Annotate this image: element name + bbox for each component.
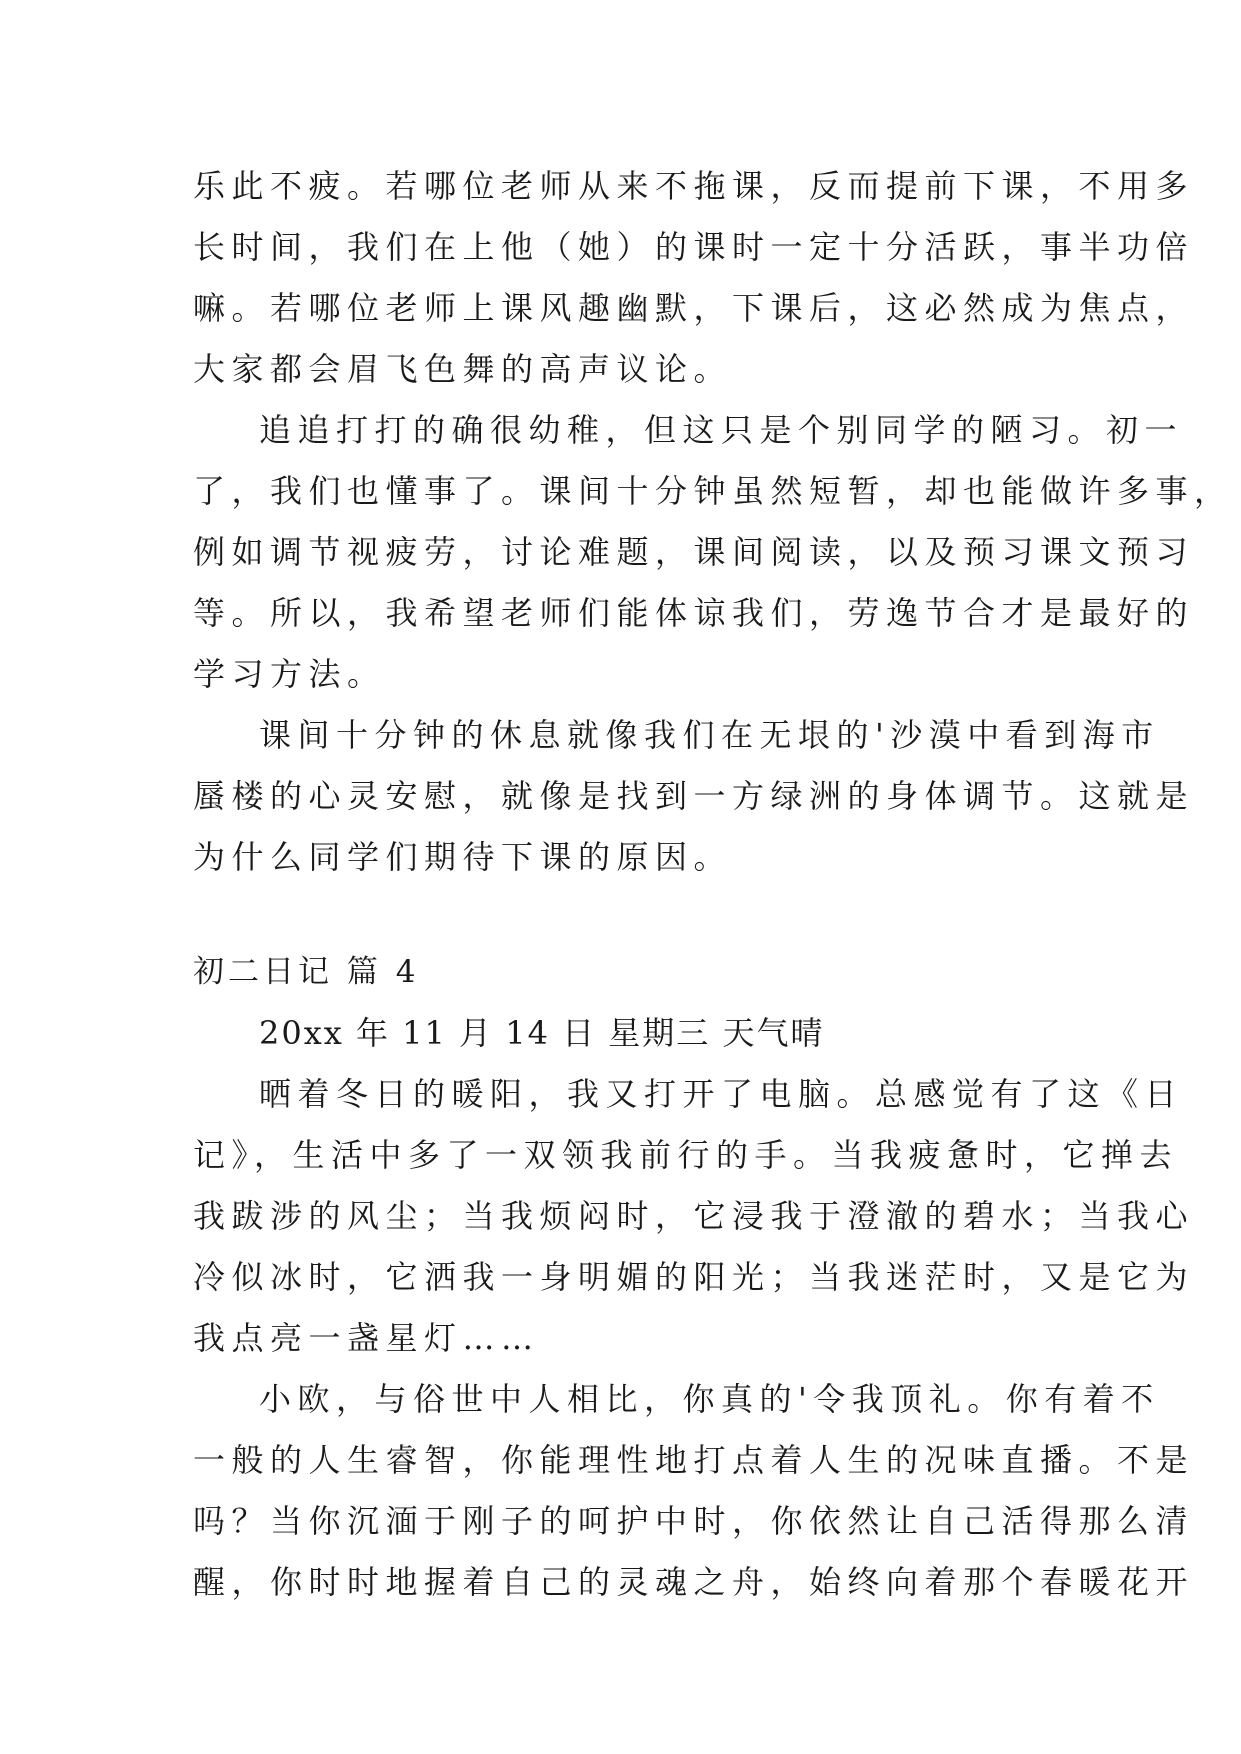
paragraph [193, 705, 1195, 888]
paragraph [193, 1369, 1195, 1613]
text-line: 了，我们也懂事了。课间十分钟虽然短暂，却也能做许多事， [193, 472, 1233, 510]
paragraph [193, 156, 1195, 400]
section-spacer [193, 888, 1061, 942]
text-line: 我跋涉的风尘；当我烦闷时，它浸我于澄澈的碧水；当我心 [193, 1197, 1195, 1235]
text-line: 冷似冰时，它洒我一身明媚的阳光；当我迷茫时，又是它为 [193, 1258, 1195, 1296]
text-line: 大家都会眉飞色舞的高声议论。 [193, 350, 733, 388]
text-line: 记》，生活中多了一双领我前行的手。当我疲惫时，它掸去 [193, 1136, 1179, 1174]
text-line: 小欧，与俗世中人相比，你真的'令我顶礼。你有着不 [259, 1380, 1160, 1418]
date-line: 20xx 年 11 月 14 日 星期三 天气晴 [259, 1014, 825, 1052]
text-line: 等。所以，我希望老师们能体谅我们，劳逸节合才是最好的 [193, 594, 1195, 632]
text-line: 例如调节视疲劳，讨论难题，课间阅读，以及预习课文预习 [193, 533, 1195, 571]
text-line: 吗？当你沉湎于刚子的呵护中时，你依然让自己活得那么清 [193, 1502, 1195, 1540]
text-line: 我点亮一盏星灯…… [193, 1319, 540, 1357]
text-line: 晒着冬日的暖阳，我又打开了电脑。总感觉有了这《日 [259, 1075, 1184, 1113]
text-line: 课间十分钟的休息就像我们在无垠的'沙漠中看到海市 [259, 716, 1160, 754]
text-line: 一般的人生睿智，你能理性地打点着人生的况味直播。不是 [193, 1441, 1195, 1479]
text-line: 为什么同学们期待下课的原因。 [193, 838, 733, 876]
text-line: 嘛。若哪位老师上课风趣幽默，下课后，这必然成为焦点， [193, 289, 1195, 327]
text-line: 学习方法。 [193, 655, 386, 693]
text-line: 长时间，我们在上他（她）的课时一定十分活跃，事半功倍 [193, 228, 1195, 266]
paragraph [193, 400, 1233, 705]
text-line: 追追打打的确很幼稚，但这只是个别同学的陋习。初一 [259, 411, 1184, 449]
text-line: 蜃楼的心灵安慰，就像是找到一方绿洲的身体调节。这就是 [193, 777, 1195, 815]
section-title: 初二日记 篇 4 [193, 954, 420, 990]
text-line: 乐此不疲。若哪位老师从来不拖课，反而提前下课，不用多 [193, 167, 1195, 205]
text-line: 醒，你时时地握着自己的灵魂之舟，始终向着那个春暖花开 [193, 1563, 1195, 1601]
paragraph [193, 1064, 1195, 1369]
document-page [193, 156, 1233, 1613]
